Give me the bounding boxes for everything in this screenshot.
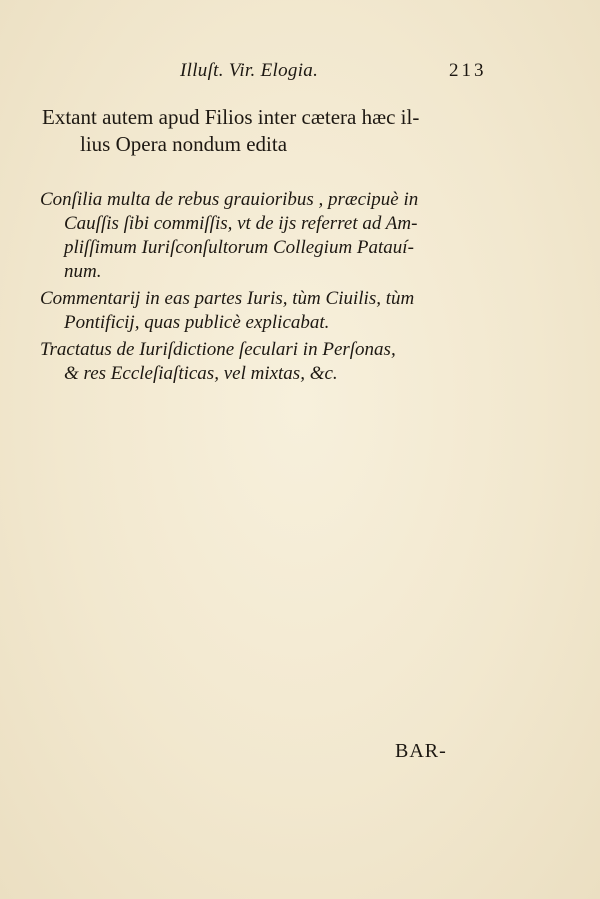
entry-line: Cauſſis ſibi commiſſis, vt de ijs referret ad Am- — [64, 213, 418, 234]
entry-line: & res Eccleſiaſticas, vel mixtas, &c. — [64, 363, 338, 384]
entry-line: Pontificij, quas publicè explicabat. — [64, 312, 330, 333]
entry-line: num. — [64, 261, 102, 282]
works-list — [40, 188, 490, 389]
list-item — [40, 287, 490, 335]
entry-line: Commentarij in eas partes Iuris, tùm Ciuilis, tùm — [40, 288, 415, 309]
entry-line: pliſſimum Iuriſconſultorum Collegium Patauí- — [64, 237, 414, 258]
heading-line-1: Extant autem apud Filios inter cætera hæc il- — [42, 105, 420, 129]
entry-line: Tractatus de Iuriſdictione ſeculari in Perſonas, — [40, 339, 396, 360]
catchword: BAR- — [395, 740, 447, 762]
page-number: 213 — [449, 60, 487, 81]
section-heading — [42, 104, 492, 158]
running-head: Illuſt. Vir. Elogia. — [180, 60, 319, 81]
list-item — [40, 188, 490, 284]
entry-line: Conſilia multa de rebus grauioribus , præcipuè in — [40, 189, 419, 210]
list-item — [40, 338, 490, 386]
heading-line-2: lius Opera nondum edita — [80, 132, 288, 156]
